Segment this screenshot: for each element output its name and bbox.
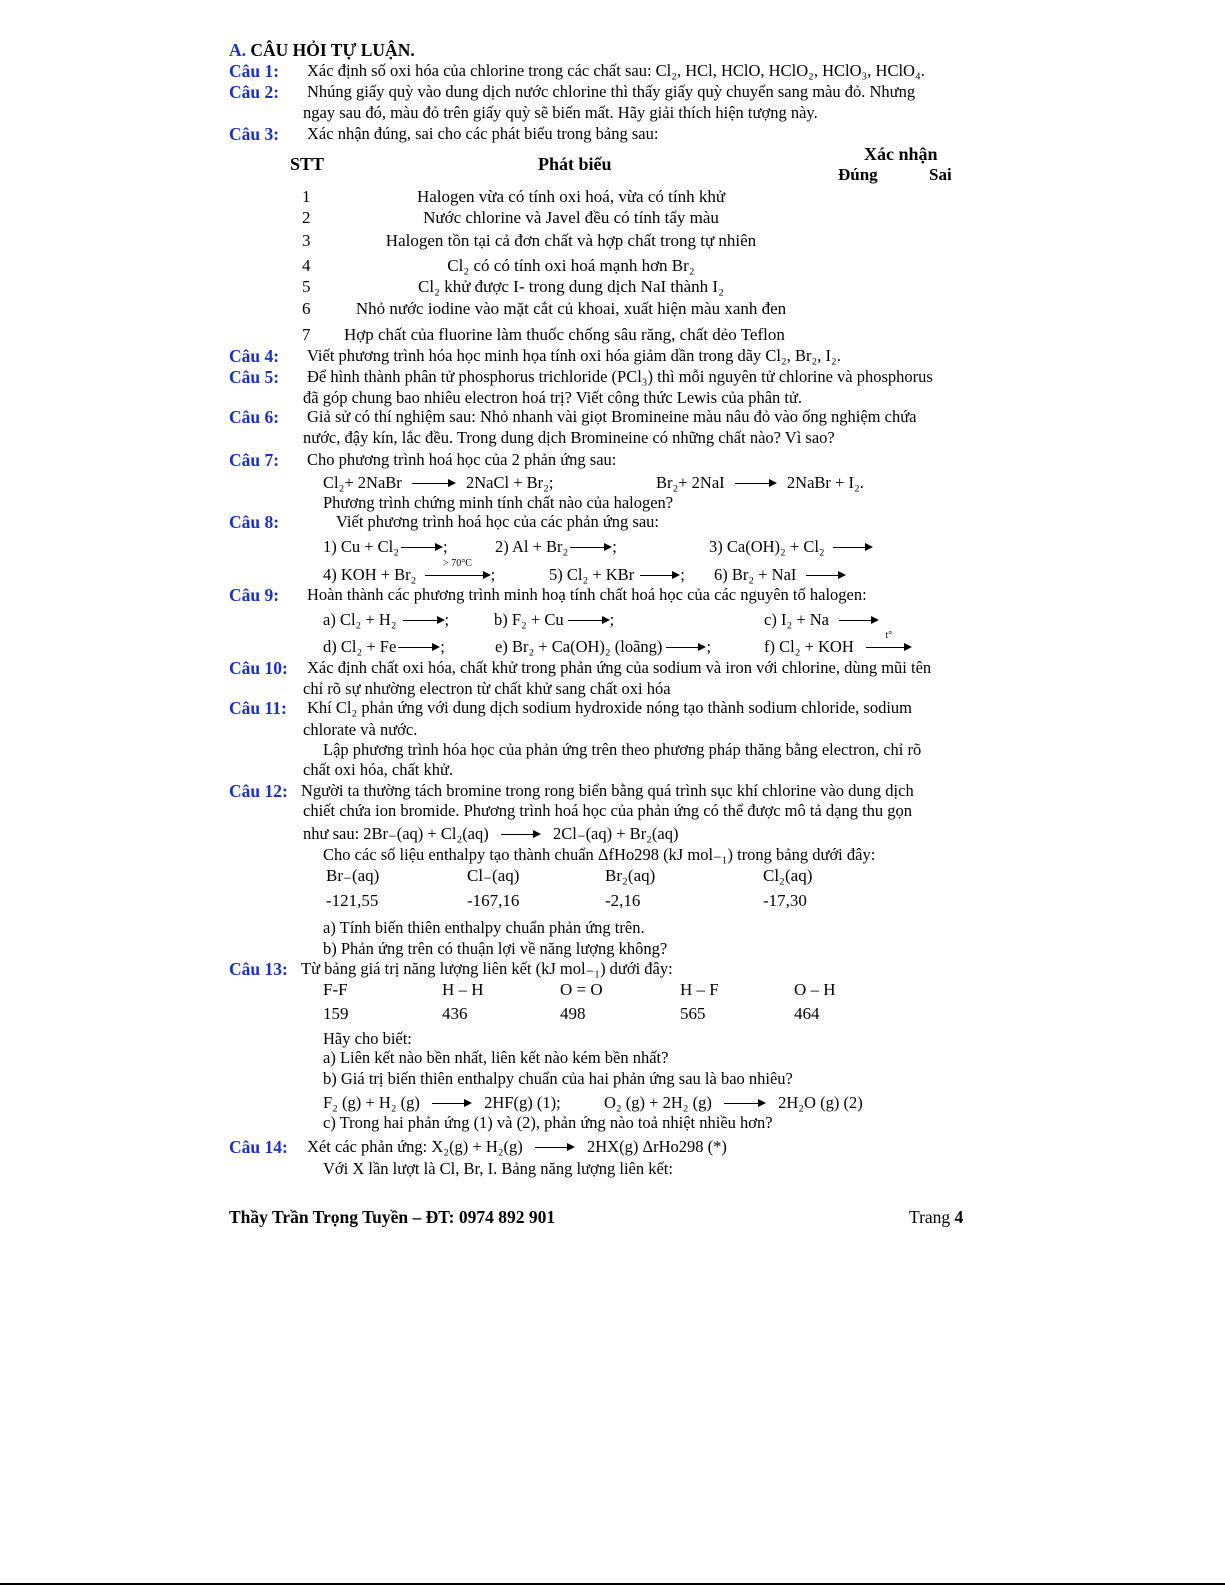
- question-4-number: Câu 4:: [229, 346, 280, 366]
- bond-energy: 436: [442, 1004, 468, 1023]
- enthalpy-header: Br₋(aq): [326, 866, 380, 885]
- reaction-f: [764, 630, 912, 657]
- reaction-arrow-icon: [735, 479, 777, 489]
- enthalpy-header: Cl₂(aq): [763, 866, 813, 885]
- enthalpy-value: -17,30: [763, 891, 807, 910]
- enthalpy-value: -121,55: [326, 891, 379, 910]
- question-10-number: Câu 10:: [229, 658, 288, 678]
- products: 2HX(g) ΔrHo298 (*): [587, 1137, 727, 1156]
- reaction-arrow-icon: [806, 571, 846, 581]
- question-5-line-2: đã góp chung bao nhiêu electron hoá trị? Viết công thức Lewis của phân tử.: [303, 388, 803, 407]
- reaction-arrow-icon: [839, 616, 879, 626]
- reaction-6: [714, 565, 846, 585]
- table-row-statement: Cl₂ khử được I- trong dung dịch NaI thành I₂: [417, 277, 725, 296]
- table-row-statement: Halogen vừa có tính oxi hoá, vừa có tính khử: [416, 187, 726, 206]
- question-9-number: Câu 9:: [229, 585, 280, 605]
- question-14-number: Câu 14:: [229, 1137, 288, 1157]
- question-6-line-2: nước, đậy kín, lắc đều. Trong dung dịch Bromineine có những chất nào? Vì sao?: [303, 428, 835, 447]
- table-header-statement: Phát biểu: [538, 154, 612, 174]
- table-header-true: Đúng: [838, 165, 878, 184]
- question-7-equation-1: [323, 473, 554, 493]
- question-11-line-4: chất oxi hóa, chất khử.: [303, 760, 454, 779]
- question-13-part-b: b) Giá trị biến thiên enthalpy chuẩn của hai phản ứng sau là bao nhiêu?: [323, 1069, 793, 1088]
- reaction-text: c) I₂ + Na: [764, 610, 829, 629]
- products: 2NaCl + Br₂;: [466, 473, 554, 492]
- question-2-number: Câu 2:: [229, 82, 280, 102]
- reaction-text: e) Br₂ + Ca(OH)₂ (loãng): [495, 637, 663, 656]
- question-12-line-2: chiết chứa ion bromide. Phương trình hoá học của phản ứng có thể được mô tả dạng thu gọn: [303, 801, 913, 820]
- reaction-arrow-icon: [501, 830, 541, 840]
- products: 2NaBr + I₂.: [786, 473, 864, 492]
- separator: ;: [706, 637, 712, 656]
- question-12-part-b: b) Phản ứng trên có thuận lợi về năng lượng không?: [323, 939, 668, 958]
- question-12-number: Câu 12:: [229, 781, 288, 801]
- question-11-line-1: Khí Cl₂ phản ứng với dung dịch sodium hydroxide nóng tạo thành sodium chloride, sodium: [307, 698, 912, 717]
- reactants: F₂ (g) + H₂ (g): [323, 1093, 420, 1112]
- reaction-condition: > 70°C: [443, 558, 472, 570]
- bond-label: O – H: [794, 980, 836, 999]
- reaction-arrow-icon: [425, 558, 491, 581]
- question-7-number: Câu 7:: [229, 450, 280, 470]
- question-3-text: Xác nhận đúng, sai cho các phát biểu trong bảng sau:: [307, 124, 659, 143]
- enthalpy-header: Br₂(aq): [605, 866, 656, 885]
- reactants: Br₂+ 2NaI: [656, 473, 725, 492]
- reaction-arrow-icon: [640, 571, 680, 581]
- question-1-text: Xác định số oxi hóa của chlorine trong các chất sau: Cl₂, HCl, HClO, HClO₂, HClO₃, HClO₄.: [307, 61, 925, 80]
- question-13-part-a: a) Liên kết nào bền nhất, liên kết nào kém bền nhất?: [323, 1048, 669, 1067]
- reaction-d: [323, 637, 445, 657]
- reactants: như sau: 2Br₋(aq) + Cl₂(aq): [303, 824, 489, 843]
- question-13-number: Câu 13:: [229, 959, 288, 979]
- bond-energy: 464: [794, 1004, 820, 1023]
- reaction-4: [323, 558, 496, 585]
- question-10-line-2: chỉ rõ sự nhường electron từ chất khử sang chất oxi hóa: [303, 679, 671, 698]
- question-14-line-2: Với X lần lượt là Cl, Br, I. Bảng năng lượng liên kết:: [323, 1159, 673, 1178]
- question-13-text: Từ bảng giá trị năng lượng liên kết (kJ mol₋₁) dưới đây:: [301, 959, 673, 978]
- products: 2HF(g) (1);: [484, 1093, 561, 1112]
- reaction-condition: t°: [885, 630, 893, 642]
- table-row-number: 3: [302, 231, 311, 250]
- reaction-arrow-icon: [412, 479, 456, 489]
- table-row-statement: Nước chlorine và Javel đều có tính tẩy màu: [423, 208, 719, 227]
- question-12-part-a: a) Tính biến thiên enthalpy chuẩn phản ứng trên.: [323, 918, 645, 937]
- section-title: CÂU HỎI TỰ LUẬN.: [250, 40, 415, 60]
- reaction-text: b) F₂ + Cu: [494, 610, 564, 629]
- reaction-arrow-icon: [398, 643, 440, 653]
- bond-label: F-F: [323, 980, 348, 999]
- question-9-text: Hoàn thành các phương trình minh hoạ tính chất hoá học của các nguyên tố halogen:: [307, 585, 867, 604]
- reaction-a: [323, 610, 449, 630]
- reaction-text: 3) Ca(OH)₂ + Cl₂: [709, 537, 825, 556]
- question-12-line-4: Cho các số liệu enthalpy tạo thành chuẩn ΔfHo298 (kJ mol₋₁) trong bảng dưới đây:: [323, 845, 876, 864]
- question-5-number: Câu 5:: [229, 367, 280, 387]
- bond-label: H – H: [442, 980, 484, 999]
- table-row-statement: Halogen tồn tại cả đơn chất và hợp chất trong tự nhiên: [385, 231, 757, 250]
- table-row-number: 2: [302, 208, 311, 227]
- separator: ;: [443, 537, 448, 556]
- question-7-equation-2: [656, 473, 864, 493]
- page-label: Trang: [909, 1207, 951, 1227]
- question-2-line-2: ngay sau đó, màu đỏ trên giấy quỳ sẽ biến mất. Hãy giải thích hiện tượng này.: [303, 103, 818, 122]
- bond-label: O = O: [560, 980, 603, 999]
- page-num: 4: [954, 1207, 964, 1227]
- separator: ;: [680, 565, 685, 584]
- question-14-equation: [307, 1137, 727, 1157]
- section-heading: [229, 40, 415, 60]
- reaction-text: a) Cl₂ + H₂: [323, 610, 397, 629]
- enthalpy-value: -2,16: [605, 891, 641, 910]
- reaction-arrow-icon: [535, 1143, 575, 1153]
- table-row-statement: Hợp chất của fluorine làm thuốc chống sâu răng, chất dẻo Teflon: [344, 325, 785, 344]
- bond-energy: 498: [560, 1004, 586, 1023]
- separator: ;: [609, 610, 615, 629]
- bond-label: H – F: [680, 980, 719, 999]
- table-row-number: 6: [302, 299, 311, 318]
- question-10-line-1: Xác định chất oxi hóa, chất khử trong phản ứng của sodium và iron với chlorine, dùng mũi tên: [307, 658, 932, 677]
- enthalpy-value: -167,16: [467, 891, 520, 910]
- reactants: Cl₂+ 2NaBr: [323, 473, 402, 492]
- question-8-text: Viết phương trình hoá học của các phản ứng sau:: [336, 512, 659, 531]
- question-2-line-1: Nhúng giấy quỳ vào dung dịch nước chlorine thì thấy giấy quỳ chuyển sang màu đỏ. Nhưng: [307, 82, 916, 101]
- reaction-2: [495, 537, 617, 557]
- products: 2H₂O (g) (2): [778, 1093, 863, 1112]
- reactants: Xét các phản ứng: X₂(g) + H₂(g): [307, 1137, 523, 1156]
- reaction-b: [494, 610, 614, 630]
- products: 2Cl₋(aq) + Br₂(aq): [553, 824, 679, 843]
- question-11-line-3: Lập phương trình hóa học của phản ứng trên theo phương pháp thăng bằng electron, chỉ rõ: [323, 740, 922, 759]
- reaction-3: [709, 537, 873, 557]
- reaction-5: [549, 565, 685, 585]
- bond-energy: 159: [323, 1004, 349, 1023]
- question-5-line-1: Để hình thành phân tử phosphorus trichloride (PCl₃) thì mỗi nguyên tử chlorine và phosphorus: [307, 367, 933, 386]
- reaction-1: [323, 537, 448, 557]
- question-11-line-2: chlorate và nước.: [303, 720, 418, 739]
- reaction-text: 5) Cl₂ + KBr: [549, 565, 635, 584]
- footer-author: Thầy Trần Trọng Tuyền – ĐT: 0974 892 901: [229, 1207, 556, 1227]
- table-row-number: 7: [302, 325, 311, 344]
- reaction-arrow-icon: [866, 630, 912, 653]
- reaction-e: [495, 637, 711, 657]
- question-13-equation-1: [323, 1093, 561, 1113]
- reaction-arrow-icon: [568, 616, 610, 626]
- reaction-arrow-icon: [570, 543, 612, 553]
- enthalpy-header: Cl₋(aq): [467, 866, 520, 885]
- table-header-false: Sai: [929, 165, 952, 184]
- reaction-arrow-icon: [666, 643, 706, 653]
- reaction-arrow-icon: [432, 1099, 472, 1109]
- separator: ;: [444, 610, 450, 629]
- reaction-text: 4) KOH + Br₂: [323, 565, 417, 584]
- reactants: O₂ (g) + 2H₂ (g): [604, 1093, 712, 1112]
- table-row-number: 5: [302, 277, 311, 296]
- question-3-number: Câu 3:: [229, 124, 280, 144]
- question-13-part-c: c) Trong hai phản ứng (1) và (2), phản ứng nào toả nhiệt nhiều hơn?: [323, 1113, 773, 1132]
- reaction-arrow-icon: [401, 543, 443, 553]
- question-13-ask: Hãy cho biết:: [323, 1029, 412, 1048]
- table-header-confirm: Xác nhận: [864, 144, 938, 164]
- question-6-number: Câu 6:: [229, 407, 280, 427]
- reaction-arrow-icon: [403, 616, 445, 626]
- question-12-equation: [303, 824, 679, 844]
- reaction-text: 6) Br₂ + NaI: [714, 565, 797, 584]
- question-8-number: Câu 8:: [229, 512, 280, 532]
- reaction-text: d) Cl₂ + Fe: [323, 637, 397, 656]
- question-1-number: Câu 1:: [229, 61, 280, 81]
- question-12-line-1: Người ta thường tách bromine trong rong biển bằng quá trình sục khí chlorine vào dung dịch: [301, 781, 914, 800]
- question-4-text: Viết phương trình hóa học minh họa tính oxi hóa giảm dần trong dãy Cl₂, Br₂, I₂.: [307, 346, 841, 365]
- reaction-text: 2) Al + Br₂: [495, 537, 569, 556]
- table-row-number: 1: [302, 187, 311, 206]
- separator: ;: [440, 637, 445, 656]
- table-row-statement: Nhỏ nước iodine vào mặt cắt củ khoai, xuất hiện màu xanh đen: [355, 299, 787, 318]
- page-number: [909, 1207, 963, 1227]
- reaction-text: 1) Cu + Cl₂: [323, 537, 400, 556]
- table-header-stt: STT: [290, 154, 325, 174]
- bond-energy: 565: [680, 1004, 706, 1023]
- table-row-statement: Cl₂ có có tính oxi hoá mạnh hơn Br₂: [447, 256, 695, 275]
- question-6-line-1: Giả sử có thí nghiệm sau: Nhỏ nhanh vài giọt Bromineine màu nâu đỏ vào ống nghiệm chứa: [307, 407, 917, 426]
- reaction-text: f) Cl₂ + KOH: [764, 637, 854, 656]
- reaction-c: [764, 610, 879, 630]
- table-row-number: 4: [302, 256, 311, 275]
- reaction-arrow-icon: [833, 543, 873, 553]
- question-11-number: Câu 11:: [229, 698, 287, 718]
- separator: ;: [612, 537, 617, 556]
- separator: ;: [490, 565, 496, 584]
- question-7-question: Phương trình chứng minh tính chất nào của halogen?: [323, 493, 674, 512]
- reaction-arrow-icon: [724, 1099, 766, 1109]
- section-letter: A.: [229, 40, 247, 60]
- question-7-text: Cho phương trình hoá học của 2 phản ứng sau:: [307, 450, 617, 469]
- question-13-equation-2: [604, 1093, 863, 1113]
